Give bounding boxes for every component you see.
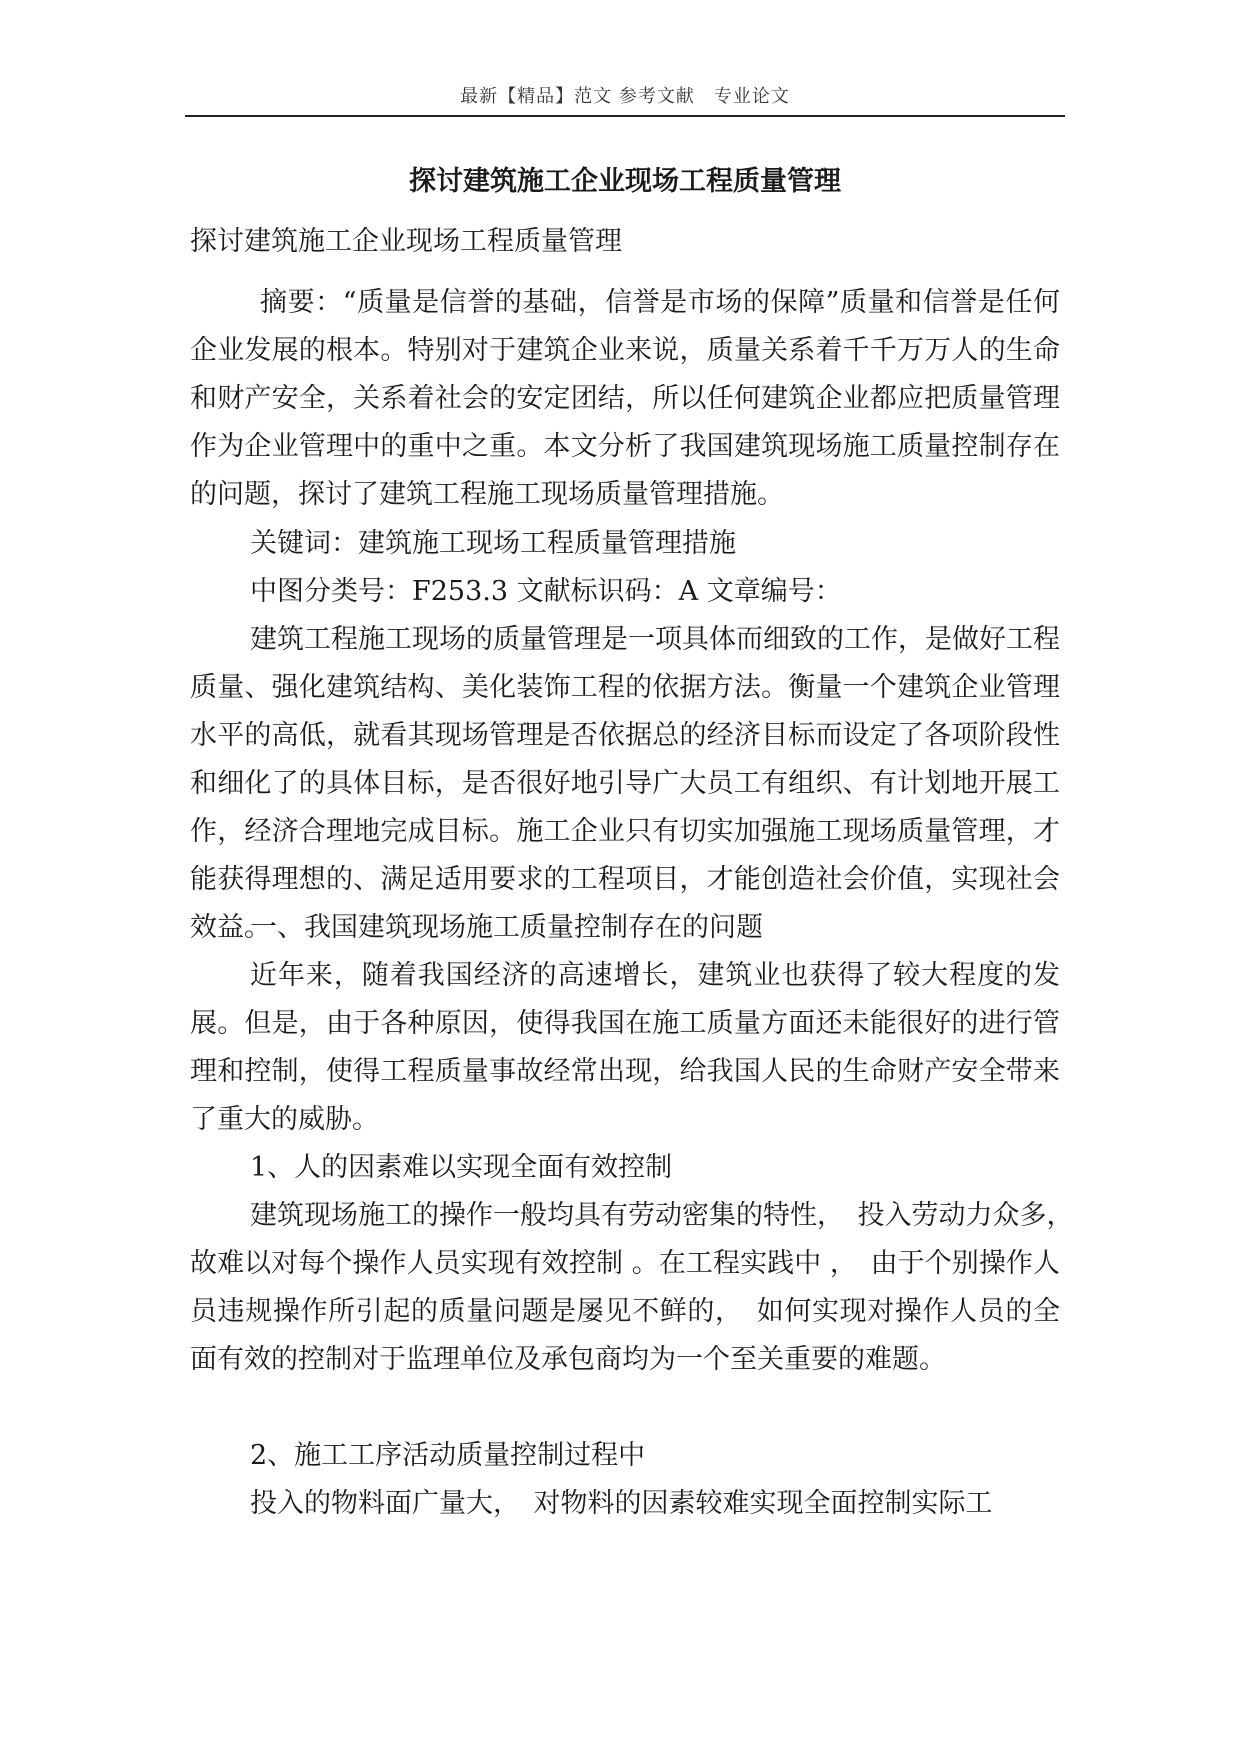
intro-paragraph: 建筑工程施工现场的质量管理是一项具体而细致的工作，是做好工程质量、强化建筑结构、美化装饰工程的依据方法。衡量一个建筑企业管理水平的高低，就看其现场管理是否依据总的经济目标而设定了各项阶段性和细化了的具体目标，是否很好地引导广大员工有组织、有计划地开展工作，经济合理地完成目标。施工企业只有切实加强施工现场质量管理，才能获得理想的、满足适用要求的工程项目，才能创造社会价值，实现社会效益。 — [190, 624, 1060, 943]
section1-heading: 一、我国建筑现场施工质量控制存在的问题 — [250, 912, 763, 943]
item1-heading: 1、人的因素难以实现全面有效控制 — [250, 1152, 673, 1183]
classification-line: 中图分类号：F253.3 文献标识码：A 文章编号： — [250, 576, 842, 607]
header-divider — [185, 115, 1065, 117]
item2-paragraph: 投入的物料面广量大， 对物料的因素较难实现全面控制实际工 — [250, 1488, 993, 1519]
abstract-paragraph: 摘要：“质量是信誉的基础，信誉是市场的保障”质量和信誉是任何企业发展的根本。特别对于建筑企业来说，质量关系着千千万万人的生命和财产安全，关系着社会的安定团结，所以任何建筑企业都应把质量管理作为企业管理中的重中之重。本文分析了我国建筑现场施工质量控制存在的问题，探讨了建筑工程施工现场质量管理措施。 — [190, 287, 1060, 510]
keywords-line: 关键词：建筑施工现场工程质量管理措施 — [250, 528, 736, 559]
item2-heading: 2、施工工序活动质量控制过程中 — [250, 1440, 646, 1471]
document-title: 探讨建筑施工企业现场工程质量管理 — [409, 166, 841, 197]
section1-paragraph: 近年来，随着我国经济的高速增长，建筑业也获得了较大程度的发展。但是，由于各种原因，使得我国在施工质量方面还未能很好的进行管理和控制，使得工程质量事故经常出现，给我国人民的生命财产安全带来了重大的威胁。 — [190, 960, 1060, 1135]
item1-paragraph: 建筑现场施工的操作一般均具有劳动密集的特性， 投入劳动力众多， 故难以对每个操作人员实现有效控制 。在工程实践中 ， 由于个别操作人员违规操作所引起的质量问题是屡见不鲜的， 如何实现对操作人员的全面有效的控制对于监理单位及承包商均为一个至关重要的难题。 — [190, 1200, 1087, 1375]
running-header: 最新【精品】范文 参考文献 专业论文 — [460, 86, 790, 107]
document-subtitle: 探讨建筑施工企业现场工程质量管理 — [190, 226, 622, 257]
